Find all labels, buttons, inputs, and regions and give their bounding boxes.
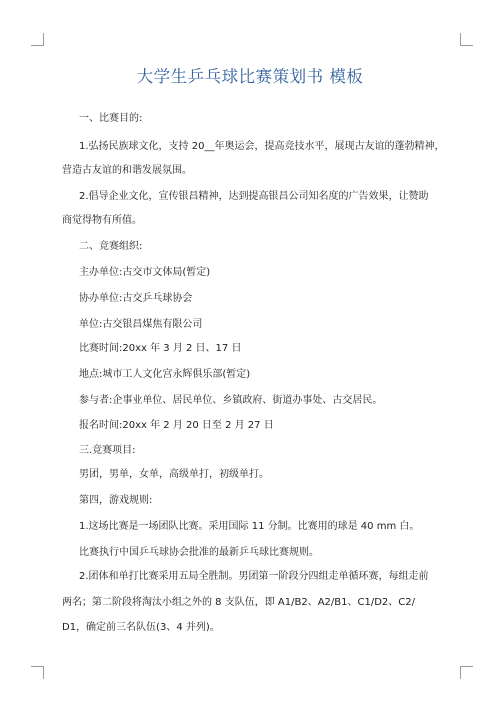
paragraph-line: 2.倡导企业文化，宣传银昌精神，达到提高银昌公司知名度的广告效果，让赞助 — [79, 191, 429, 202]
section-heading-rules: 第四，游戏规则: — [79, 495, 153, 506]
section-heading-purpose: 一、比赛目的: — [79, 113, 143, 124]
paragraph-line: 1.这场比赛是一场团队比赛。采用国际 11 分制。比赛用的球是 40 mm 白。 — [79, 521, 420, 532]
paragraph-line: 男团，男单，女单，高级单打，初级单打。 — [79, 469, 269, 480]
paragraph-line: 参与者:企事业单位、居民单位、乡镇政府、街道办事处、古交居民。 — [79, 395, 383, 406]
paragraph-line: 协办单位:古交乒乓球协会 — [79, 293, 193, 304]
paragraph-line: 地点:城市工人文化宫永辉俱乐部(暂定) — [79, 369, 251, 380]
document-title: 大学生乒乓球比赛策划书 模板 — [136, 67, 364, 86]
paragraph-line: 单位:古交银昌煤焦有限公司 — [79, 319, 203, 330]
section-heading-events: 三.竞赛项目: — [79, 445, 136, 456]
paragraph-line: 报名时间:20xx 年 2 月 20 日至 2 月 27 日 — [79, 420, 274, 431]
section-heading-organization: 二、竞赛组织: — [79, 241, 143, 252]
paragraph-line: 2.团体和单打比赛采用五局全胜制。男团第一阶段分四组走单循环赛，每组走前 — [79, 571, 429, 582]
paragraph-line: 主办单位:古交市文体局(暂定) — [79, 267, 211, 278]
paragraph-line: 比赛时间:20xx 年 3 月 2 日、17 日 — [79, 343, 242, 354]
paragraph-line: 两名；第二阶段将淘汰小组之外的 8 支队伍，即 A1/B2、A2/B1、C1/D2、C2/ — [62, 597, 415, 608]
crop-mark-bottom-left — [31, 666, 44, 679]
paragraph-line: D1，确定前三名队伍(3、4 并列)。 — [62, 622, 220, 633]
crop-mark-bottom-right — [460, 666, 473, 679]
paragraph-line: 1.弘扬民族球文化，支持 20__年奥运会，提高竞技水平，展现古友谊的蓬勃精神， — [79, 141, 445, 152]
paragraph-line: 商觉得物有所值。 — [62, 215, 142, 226]
paragraph-line: 比赛执行中国乒乓球协会批准的最新乒乓球比赛规则。 — [79, 547, 319, 558]
crop-mark-top-left — [31, 33, 44, 46]
paragraph-line: 营造古友谊的和谐发展氛围。 — [62, 165, 192, 176]
crop-mark-top-right — [460, 33, 473, 46]
